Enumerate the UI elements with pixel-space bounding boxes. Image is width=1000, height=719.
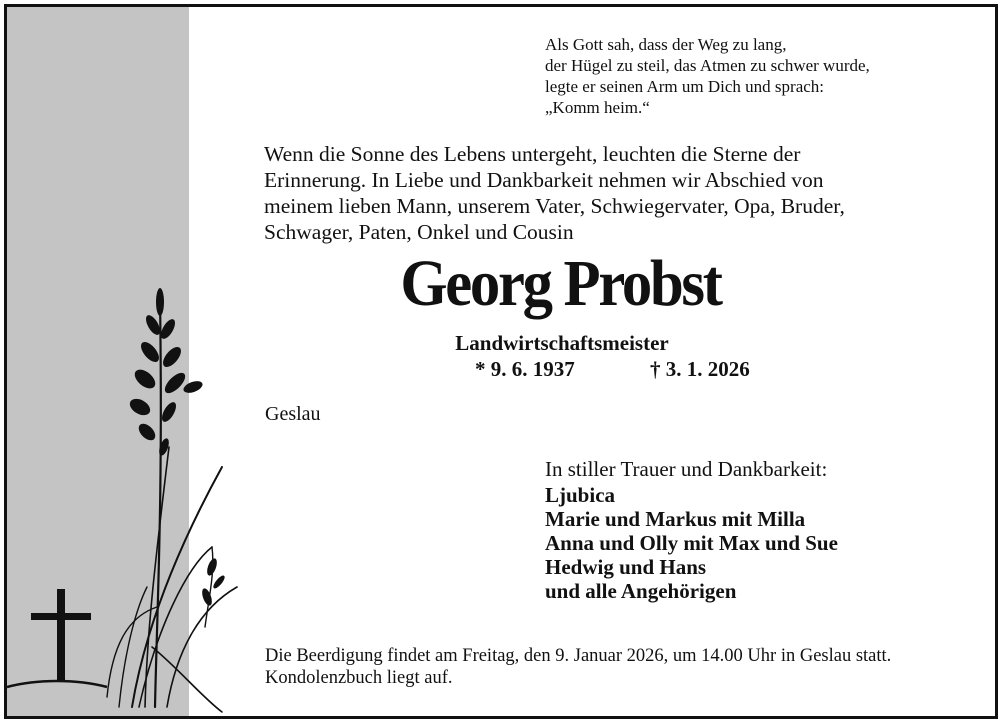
mourner: Ljubica [545,483,616,507]
funeral-info [265,645,891,689]
intro-line: meinem lieben Mann, unserem Vater, Schwiegervater, Opa, Bruder, [264,194,845,218]
intro-text [264,141,904,245]
mourners-block [545,457,838,603]
intro-line: Wenn die Sonne des Lebens untergeht, leuchten die Sterne der [264,142,801,166]
cross-icon [7,7,127,716]
poem-line: legte er seinen Arm um Dich und sprach: [545,77,825,96]
mourners-heading: In stiller Trauer und Dankbarkeit: [545,457,828,481]
mourner: Anna und Olly mit Max und Sue [545,531,838,555]
poem-line: der Hügel zu steil, das Atmen zu schwer wurde, [545,56,870,75]
intro-line: Schwager, Paten, Onkel und Cousin [264,220,574,244]
birth-date: * 9. 6. 1937 [475,357,575,381]
funeral-line: Die Beerdigung findet am Freitag, den 9. Januar 2026, um 14.00 Uhr in Geslau statt. [265,646,892,666]
death-date: † 3. 1. 2026 [650,357,750,381]
obituary-notice [4,4,998,719]
mourner: Hedwig und Hans [545,555,707,579]
mourner: Marie und Markus mit Milla [545,507,806,531]
place: Geslau [265,403,321,425]
poem-line: „Komm heim.“ [545,98,650,117]
mourner: und alle Angehörigen [545,579,737,603]
poem-line: Als Gott sah, dass der Weg zu lang, [545,35,787,54]
deceased-profession: Landwirtschaftsmeister [455,331,669,355]
deceased-name: Georg Probst [400,247,721,320]
poem [545,34,870,118]
funeral-line: Kondolenzbuch liegt auf. [265,668,453,688]
intro-line: Erinnerung. In Liebe und Dankbarkeit nehmen wir Abschied von [264,168,824,192]
